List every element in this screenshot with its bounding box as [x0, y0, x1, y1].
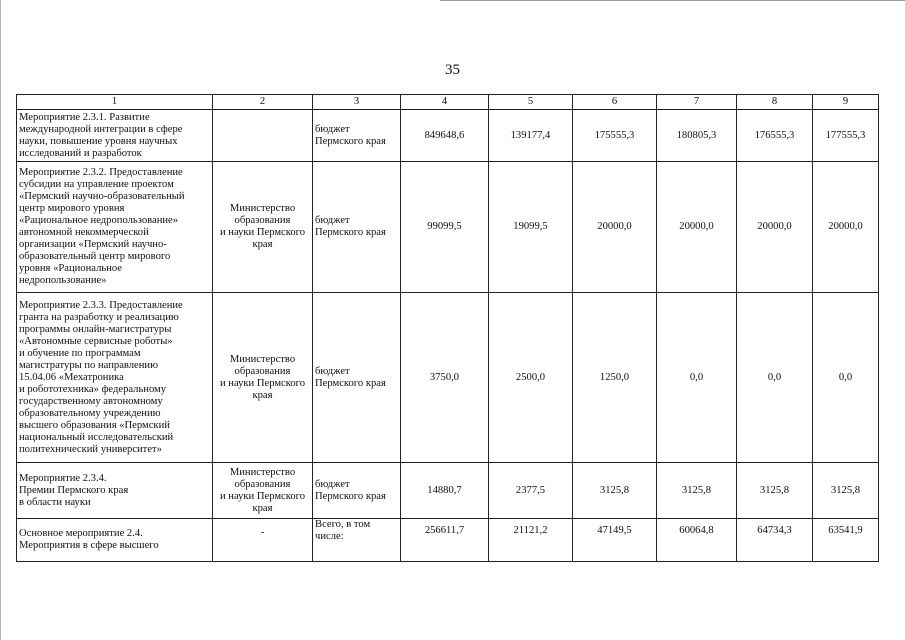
value-cell: 3750,0	[401, 293, 489, 463]
value-cell: 0,0	[737, 293, 813, 463]
value-cell: 0,0	[657, 293, 737, 463]
value-cell: 2377,5	[489, 463, 573, 519]
column-header: 1	[17, 95, 213, 110]
value-cell: 20000,0	[813, 162, 879, 293]
scan-edge	[0, 0, 1, 640]
value-cell: 177555,3	[813, 110, 879, 162]
executor-cell: Министерство образования и науки Пермского края	[213, 293, 313, 463]
column-header: 2	[213, 95, 313, 110]
value-cell: 63541,9	[813, 519, 879, 562]
value-cell: 21121,2	[489, 519, 573, 562]
column-header: 8	[737, 95, 813, 110]
value-cell: 19099,5	[489, 162, 573, 293]
value-cell: 139177,4	[489, 110, 573, 162]
column-header: 3	[313, 95, 401, 110]
table-row	[17, 293, 879, 463]
value-cell: 3125,8	[737, 463, 813, 519]
value-cell: 175555,3	[573, 110, 657, 162]
value-cell: 2500,0	[489, 293, 573, 463]
table-row	[17, 463, 879, 519]
executor-cell	[213, 110, 313, 162]
value-cell: 99099,5	[401, 162, 489, 293]
event-cell: Мероприятие 2.3.2. Предоставление субсидии на управление проектом «Пермский научно-образовательный центр мирового уровня «Рациональное недропользование» автономной некоммерческой организации «Пермский научно- образовательный центр мирового уровня «Рациональное недропользование»	[17, 162, 213, 293]
table-row	[17, 162, 879, 293]
event-cell: Мероприятие 2.3.1. Развитие международной интеграции в сфере науки, повышение уровня научных исследований и разработок	[17, 110, 213, 162]
funding-source-cell: Всего, в том числе:	[313, 519, 401, 562]
top-rule	[440, 0, 905, 1]
value-cell: 176555,3	[737, 110, 813, 162]
funding-source-cell: бюджет Пермского края	[313, 162, 401, 293]
value-cell: 14880,7	[401, 463, 489, 519]
column-header: 9	[813, 95, 879, 110]
funding-source-cell: бюджет Пермского края	[313, 110, 401, 162]
header-row	[17, 95, 879, 110]
value-cell: 64734,3	[737, 519, 813, 562]
event-cell: Основное мероприятие 2.4. Мероприятия в сфере высшего	[17, 519, 213, 562]
value-cell: 849648,6	[401, 110, 489, 162]
event-cell: Мероприятие 2.3.3. Предоставление гранта на разработку и реализацию программы онлайн-магистратуры «Автономные сервисные роботы» и обучение по программам магистратуры по направлению 15.04.06 «Мехатроника и робототехника» федеральному государственному автономному образовательному учреждению высшего образования «Пермский национальный исследовательский политехнический университет»	[17, 293, 213, 463]
executor-cell: Министерство образования и науки Пермского края	[213, 463, 313, 519]
event-cell: Мероприятие 2.3.4. Премии Пермского края в области науки	[17, 463, 213, 519]
value-cell: 3125,8	[813, 463, 879, 519]
funding-source-cell: бюджет Пермского края	[313, 463, 401, 519]
funding-source-cell: бюджет Пермского края	[313, 293, 401, 463]
column-header: 4	[401, 95, 489, 110]
value-cell: 20000,0	[657, 162, 737, 293]
table-row	[17, 110, 879, 162]
column-header: 6	[573, 95, 657, 110]
table-row	[17, 519, 879, 562]
executor-cell: -	[213, 519, 313, 562]
value-cell: 20000,0	[573, 162, 657, 293]
value-cell: 47149,5	[573, 519, 657, 562]
value-cell: 180805,3	[657, 110, 737, 162]
executor-cell: Министерство образования и науки Пермского края	[213, 162, 313, 293]
value-cell: 3125,8	[573, 463, 657, 519]
budget-table	[16, 94, 879, 562]
value-cell: 0,0	[813, 293, 879, 463]
value-cell: 20000,0	[737, 162, 813, 293]
value-cell: 3125,8	[657, 463, 737, 519]
page-number: 35	[445, 62, 460, 78]
column-header: 7	[657, 95, 737, 110]
value-cell: 1250,0	[573, 293, 657, 463]
value-cell: 256611,7	[401, 519, 489, 562]
column-header: 5	[489, 95, 573, 110]
value-cell: 60064,8	[657, 519, 737, 562]
